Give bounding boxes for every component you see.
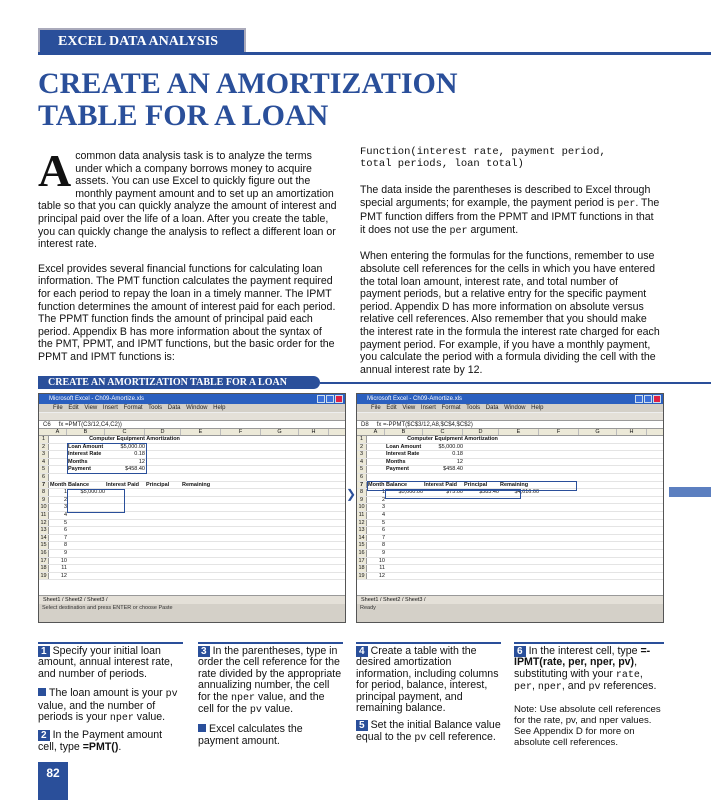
step-1-result: The loan amount is your pv value, and the number of periods is your nper value.	[38, 687, 178, 725]
worksheet-grid[interactable]	[39, 429, 345, 595]
input-range-highlight	[67, 443, 147, 474]
steps-column-4	[514, 646, 664, 748]
page-title: CREATE AN AMORTIZATION TABLE FOR A LOAN	[38, 67, 458, 132]
right-column	[360, 146, 660, 388]
worksheet-grid[interactable]	[357, 429, 663, 595]
functions-paragraph: Excel provides several financial functions for calculating loan information. The PMT function calculates the payment required for each period to repay the loan in a timely manner. The IPMT function determines the amount of interest paid for each period. The PPMT function finds the amount of principal paid each period. Appendix B has more information about the syntax of the PMT, PPMT, and IPMT functions, but the basic order for the PPMT and IPMT functions is:	[38, 262, 336, 363]
name-box[interactable]: C6	[43, 422, 51, 428]
formula-bar[interactable]	[39, 421, 345, 429]
bullet-icon	[38, 688, 46, 696]
arguments-paragraph: The data inside the parentheses is described to Excel through special arguments; for example, the payment period is per. The PMT function differs from the PPMT and IPMT functions in that it does not use the per argument.	[360, 184, 660, 237]
excel-screenshot-left	[38, 393, 346, 623]
column-headers: A B C D E F G H	[39, 429, 345, 436]
step-rule	[198, 642, 343, 644]
syntax-code: Function(interest rate, payment period, total periods, loan total)	[360, 146, 606, 170]
status-bar: Select destination and press ENTER or choose Paste	[42, 605, 173, 611]
row8-highlight	[385, 489, 521, 499]
worksheet-rows: 1 Computer Equipment Amortization 2 Loan Amount $5,000.00 3 Interest Rate 0.18 4 Months 12 5 Payment $458.40 6 7 Month Balance Interest Paid Principal Remaining 8 1 $5,000.00 9 2 10 3 11 4 12 5 13 6 14 7 15 8 16 9 17 10 18 11 19 12	[39, 436, 345, 580]
note: Note: Use absolute cell references for the rate, pv, and nper values. See Appendix D for more on absolute cell references.	[514, 703, 661, 748]
step-6: 6 In the interest cell, type =-IPMT(rate, per, nper, pv), substituting with your rate, per, nper, and pv references.	[514, 645, 657, 694]
section-tag: EXCEL DATA ANALYSIS	[38, 28, 246, 54]
intro-paragraph: A common data analysis task is to analyze the terms under which a company borrows money to acquire assets. You can use Excel to quickly figure out the monthly payment amount and to set up an amortization table so that you can quickly analyze the amount of interest and principal paid over the life of a loan. After you create the table, you can quickly change the analysis to reflect a different loan or interest rate.	[38, 145, 337, 251]
menu-bar[interactable]: File Edit View Insert Format Tools Data Window Help	[371, 405, 544, 411]
formula-text[interactable]: fx =-PPMT($C$3/12,A8,$C$4,$C$2)	[376, 422, 473, 428]
window-titlebar: Microsoft Excel - Ch09-Amortize.xls	[39, 394, 345, 404]
steps-column-3	[356, 646, 501, 744]
step-3-result: Excel calculates the payment amount.	[198, 723, 303, 747]
maximize-icon[interactable]	[644, 395, 652, 403]
close-icon[interactable]	[653, 395, 661, 403]
subsection-heading: CREATE AN AMORTIZATION TABLE FOR A LOAN	[38, 376, 320, 389]
dropcap: A	[38, 145, 72, 196]
minimize-icon[interactable]	[635, 395, 643, 403]
step-2: 2 In the Payment amount cell, type =PMT().	[38, 729, 163, 753]
bullet-icon	[198, 724, 206, 732]
header-rule	[38, 52, 711, 55]
excel-screenshot-right	[356, 393, 664, 623]
name-box[interactable]: D8	[361, 422, 369, 428]
step-4: 4 Create a table with the desired amortization information, including columns for period, balance, interest, principal payment, and remaining balance.	[356, 645, 499, 715]
standard-toolbar[interactable]	[357, 412, 663, 421]
subsection-rule	[320, 382, 711, 384]
page-number: 82	[38, 762, 68, 800]
status-bar: Ready	[360, 605, 376, 611]
step-1: 1 Specify your initial loan amount, annual interest rate, and number of periods.	[38, 645, 173, 680]
sheet-tabs[interactable]: Sheet1 / Sheet2 / Sheet3 /	[39, 595, 345, 604]
minimize-icon[interactable]	[317, 395, 325, 403]
references-paragraph: When entering the formulas for the functions, remember to use absolute cell references for the cells in which you have entered the total loan amount, interest rate, and total number of payment periods, but a relative entry for the specific payment period. Appendix D has more information on absolute versus relative cell references. Also remember that you should make the interest rate in the formula the interest rate charged for each payment period. For example, if you have a monthly payment, you calculate the period with a formula dividing the cell with the annual interest rate by 12.	[360, 250, 660, 376]
sheet-tabs[interactable]: Sheet1 / Sheet2 / Sheet3 /	[357, 595, 663, 604]
steps-column-1	[38, 646, 183, 753]
step-3: 3 In the parentheses, type in order the cell reference for the rate divided by the appropriate annualizing number, the cell for the nper value, and the cell for the pv value.	[198, 645, 342, 717]
standard-toolbar[interactable]	[39, 412, 345, 421]
steps-column-2	[198, 646, 343, 747]
arrow-icon: ❯	[346, 487, 357, 501]
left-column	[38, 145, 338, 376]
step-rule	[38, 642, 183, 644]
step-5: 5 Set the initial Balance value equal to the pv cell reference.	[356, 719, 501, 744]
close-icon[interactable]	[335, 395, 343, 403]
maximize-icon[interactable]	[326, 395, 334, 403]
formula-bar[interactable]	[357, 421, 663, 429]
side-tab-marker	[669, 487, 711, 497]
menu-bar[interactable]: File Edit View Insert Format Tools Data Window Help	[53, 405, 226, 411]
formula-text[interactable]: fx =PMT(C3/12,C4,C2))	[58, 422, 122, 428]
step-rule	[514, 642, 664, 644]
worksheet-rows: 1 Computer Equipment Amortization 2 Loan Amount $5,000.00 3 Interest Rate 0.18 4 Months 12 5 Payment $458.40 6 7 Month Balance Interest Paid Principal Remaining 8 1 $5,000.00 $75.00 $383.40 $4,616.60 9 2 10 3 11 4 12 5 13 6 14 7 15 8 16 9 17 10 18 11 19 12	[357, 436, 663, 580]
balance-highlight	[67, 489, 125, 513]
window-titlebar: Microsoft Excel - Ch09-Amortize.xls	[357, 394, 663, 404]
column-headers: A B C D E F G H	[357, 429, 663, 436]
step-rule	[356, 642, 501, 644]
